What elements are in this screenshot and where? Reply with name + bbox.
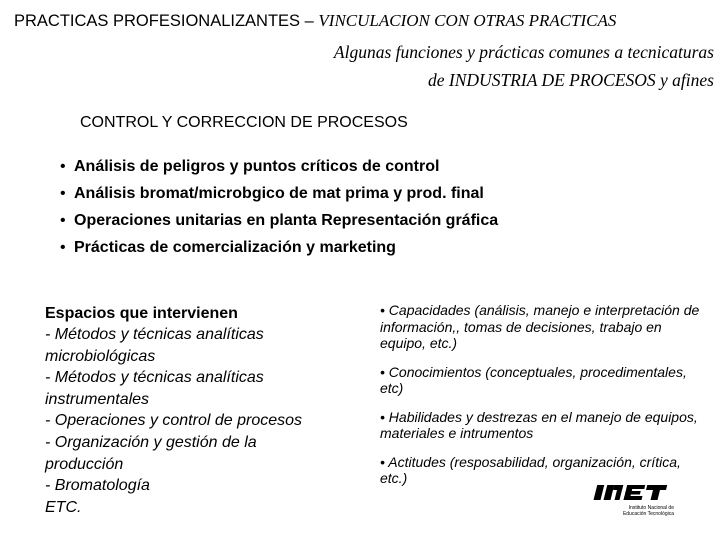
espacios-item: ETC. [45,498,82,516]
espacios-block [45,303,355,518]
main-bullet-text: Análisis de peligros y puntos críticos de control [74,158,440,175]
bullet-icon: • [60,185,66,202]
espacios-item: producción [45,455,124,473]
competencias-list [380,302,710,499]
bullet-icon: • [60,158,66,175]
main-bullet-item [60,185,700,212]
main-bullet-text: Prácticas de comercialización y marketing [74,239,396,256]
main-bullet-item [60,212,700,239]
competencia-item: • Actitudes (resposabilidad, organización, crítica, etc.) [380,453,681,486]
competencia-item: • Habilidades y destrezas en el manejo de equipos, materiales e intrumentos [380,408,698,441]
competencia-item: • Capacidades (análisis, manejo e interpretación de información,, tomas de decisiones, trabajo en equipo, etc.) [380,302,700,351]
bullet-icon: • [60,239,66,256]
title-prefix: PRACTICAS PROFESIONALIZANTES – [14,12,319,30]
title-italic: VINCULACION CON OTRAS PRACTICAS [318,11,617,30]
main-bullet-item [60,158,700,185]
slide-title [14,11,714,31]
subtitle-line-1: Algunas funciones y prácticas comunes a tecnicaturas [333,42,714,62]
logo-line-1: Instituto Nacional de [628,505,674,511]
bullet-icon: • [60,212,66,229]
subtitle-line-2: de INDUSTRIA DE PROCESOS y afines [428,70,714,90]
competencia-item: • Conocimientos (conceptuales, procedimentales, etc) [380,363,687,396]
inet-logo-icon [586,482,676,518]
main-bullet-list [60,158,700,266]
espacios-item: - Bromatología [45,477,150,495]
main-bullet-text: Análisis bromat/microbgico de mat prima y prod. final [74,185,484,202]
espacios-item: - Métodos y técnicas analíticas [45,326,264,343]
inet-logo [586,482,676,518]
espacios-item: instrumentales [45,390,150,408]
espacios-item: - Operaciones y control de procesos [45,412,303,430]
espacios-heading: Espacios que intervienen [45,305,238,322]
logo-line-2: Educación Tecnológica [622,511,674,517]
section-heading: CONTROL Y CORRECCION DE PROCESOS [80,114,408,131]
espacios-item: - Métodos y técnicas analíticas [45,369,264,387]
main-bullet-text: Operaciones unitarias en planta Representación gráfica [74,212,499,229]
main-bullet-item [60,239,700,266]
espacios-item: - Organización y gestión de la [45,433,257,451]
espacios-item: microbiológicas [45,347,156,365]
